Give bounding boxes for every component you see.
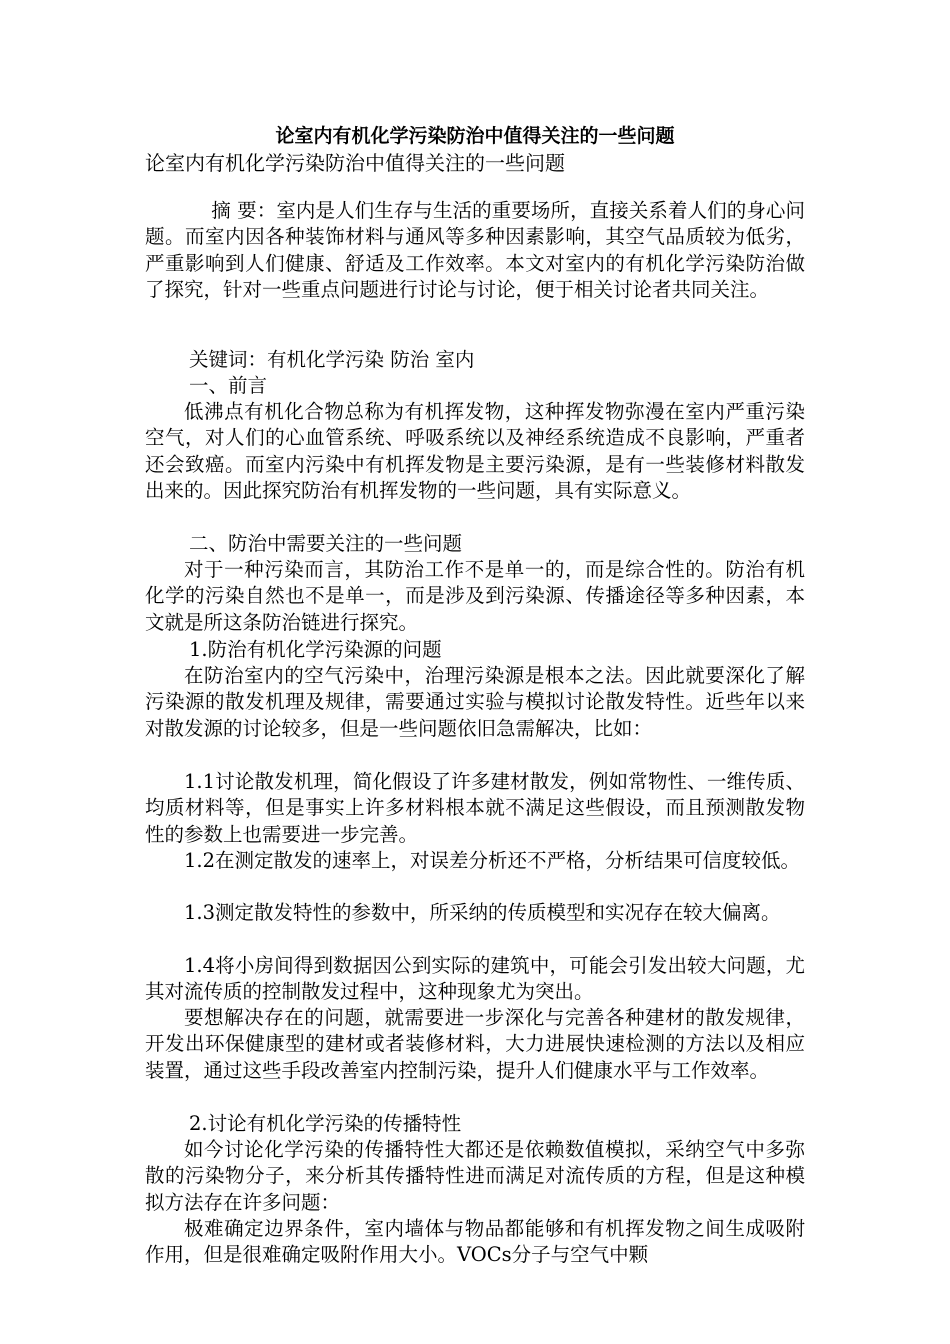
document-subtitle: 论室内有机化学污染防治中值得关注的一些问题 <box>145 151 565 175</box>
paragraph-item-1-2: 1.2在测定散发的速率上，对误差分析还不严格，分析结果可信度较低。 <box>184 849 801 872</box>
paragraph-solution: 要想解决存在的问题，就需要进一步深化与完善各种建材的散发规律，开发出环保健康型的建材或者装修材料，大力进展快速检测的方法以及相应装置，通过这些手段改善室内控制污染，提升人们健康水平与工作效率。 <box>145 1006 805 1082</box>
document-page <box>145 0 805 1344</box>
paragraph-propagation: 如今讨论化学污染的传播特性大都还是依赖数值模拟，采纳空气中多弥散的污染物分子，来分析其传播特性进而满足对流传质的方程，但是这种模拟方法存在许多问题： <box>145 1138 805 1214</box>
paragraph-source: 在防治室内的空气污染中，治理污染源是根本之法。因此就要深化了解污染源的散发机理及规律，需要通过实验与模拟讨论散发特性。近些年以来对散发源的讨论较多，但是一些问题依旧急需解决，比如： <box>145 664 805 740</box>
paragraph-item-1-4: 1.4将小房间得到数据因公到实际的建筑中，可能会引发出较大问题，尤其对流传质的控制散发过程中，这种现象尤为突出。 <box>145 954 805 1004</box>
paragraph-boundary: 极难确定边界条件，室内墙体与物品都能够和有机挥发物之间生成吸附作用，但是很难确定吸附作用大小。VOCs分子与空气中颗 <box>145 1217 805 1267</box>
abstract-paragraph: 摘 要：室内是人们生存与生活的重要场所，直接关系着人们的身心问题。而室内因各种装饰材料与通风等多种因素影响，其空气品质较为低劣，严重影响到人们健康、舒适及工作效率。本文对室内的有机化学污染防治做了探究，针对一些重点问题进行讨论与讨论，便于相关讨论者共同关注。 <box>145 199 805 301</box>
keywords-line: 关键词：有机化学污染 防治 室内 <box>189 348 475 371</box>
section-heading-issues: 二、防治中需要关注的一些问题 <box>189 532 463 555</box>
paragraph-intro: 低沸点有机化合物总称为有机挥发物，这种挥发物弥漫在室内严重污染空气，对人们的心血管系统、呼吸系统以及神经系统造成不良影响，严重者还会致癌。而室内污染中有机挥发物是主要污染源，是有一些装修材料散发出来的。因此探究防治有机挥发物的一些问题，具有实际意义。 <box>145 400 805 502</box>
subsection-heading-propagation: 2.讨论有机化学污染的传播特性 <box>189 1112 462 1135</box>
paragraph-issues: 对于一种污染而言，其防治工作不是单一的，而是综合性的。防治有机化学的污染自然也不是单一，而是涉及到污染源、传播途径等多种因素，本文就是所这条防治链进行探究。 <box>145 558 805 634</box>
paragraph-item-1-1: 1.1讨论散发机理，简化假设了许多建材散发，例如常物性、一维传质、均质材料等，但是事实上许多材料根本就不满足这些假设，而且预测散发物性的参数上也需要进一步完善。 <box>145 770 805 846</box>
document-title: 论室内有机化学污染防治中值得关注的一些问题 <box>275 125 675 147</box>
section-heading-intro: 一、前言 <box>189 374 268 397</box>
paragraph-item-1-3: 1.3测定散发特性的参数中，所采纳的传质模型和实况存在较大偏离。 <box>184 901 781 924</box>
subsection-heading-source: 1.防治有机化学污染源的问题 <box>189 638 442 661</box>
